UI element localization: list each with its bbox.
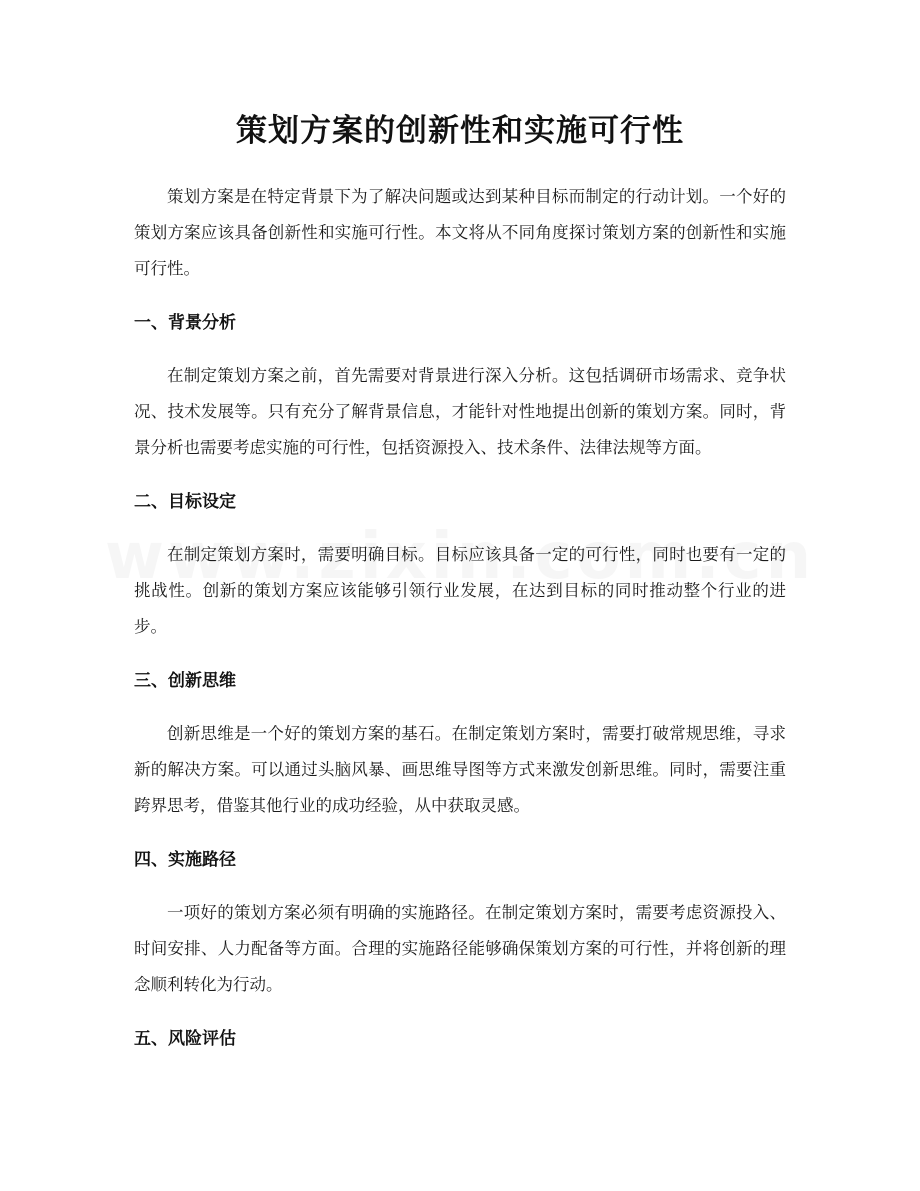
- section-body-goals: 在制定策划方案时，需要明确目标。目标应该具备一定的可行性，同时也要有一定的挑战性。创新的策划方案应该能够引领行业发展，在达到目标的同时推动整个行业的进步。: [134, 545, 786, 636]
- section-heading-implementation: 四、实施路径: [134, 850, 236, 870]
- page-title: 策划方案的创新性和实施可行性: [236, 113, 684, 149]
- section-heading-innovation: 三、创新思维: [134, 671, 236, 691]
- section-body-implementation: 一项好的策划方案必须有明确的实施路径。在制定策划方案时，需要考虑资源投入、时间安排、人力配备等方面。合理的实施路径能够确保策划方案的可行性，并将创新的理念顺利转化为行动。: [134, 903, 786, 994]
- intro-paragraph: 策划方案是在特定背景下为了解决问题或达到某种目标而制定的行动计划。一个好的策划方案应该具备创新性和实施可行性。本文将从不同角度探讨策划方案的创新性和实施可行性。: [134, 187, 786, 278]
- section-heading-goals: 二、目标设定: [134, 492, 236, 512]
- section-heading-risk: 五、风险评估: [134, 1029, 236, 1049]
- section-body-innovation: 创新思维是一个好的策划方案的基石。在制定策划方案时，需要打破常规思维，寻求新的解决方案。可以通过头脑风暴、画思维导图等方式来激发创新思维。同时，需要注重跨界思考，借鉴其他行业的成功经验，从中获取灵感。: [134, 724, 786, 815]
- section-heading-background: 一、背景分析: [134, 313, 236, 333]
- document-body: [134, 179, 786, 1057]
- section-body-background: 在制定策划方案之前，首先需要对背景进行深入分析。这包括调研市场需求、竞争状况、技术发展等。只有充分了解背景信息，才能针对性地提出创新的策划方案。同时，背景分析也需要考虑实施的可行性，包括资源投入、技术条件、法律法规等方面。: [134, 366, 786, 457]
